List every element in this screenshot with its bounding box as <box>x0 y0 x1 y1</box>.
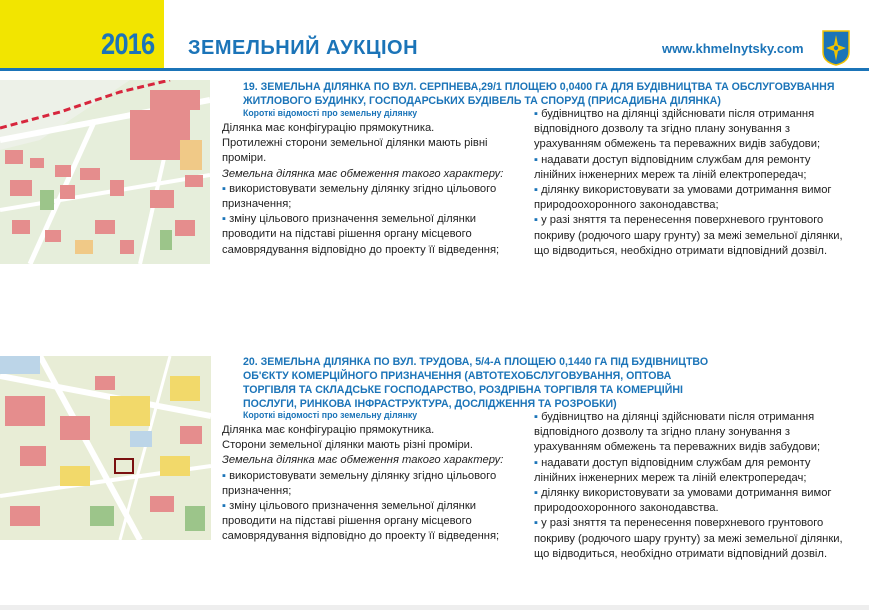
lot-19-condition-item: ▪ у разі зняття та перенесення поверхневого грунтового покриву (родючого шару грунту) за межі земельної ділянки, що відводиться, необхідно отримати відповідний дозвіл. <box>534 214 843 257</box>
lot-19-restriction-item: ▪ використовувати земельну ділянку згідно цільового призначення; <box>222 182 497 211</box>
page-bottom-border <box>0 605 869 610</box>
lot-20-shape: Ділянка має конфігурацію прямокутника. <box>222 424 435 436</box>
lot-19-condition-item: ▪ ділянку використовувати за умовами дотримання вимог природоохоронного законодавства; <box>534 184 832 212</box>
lot-19-title <box>243 80 834 108</box>
lot-20-map <box>0 356 211 540</box>
lot-19-subheading: Короткі відомості про земельну ділянку <box>243 108 418 119</box>
lot-19-left-column <box>222 121 518 258</box>
site-link[interactable]: www.khmelnytsky.com <box>662 41 804 56</box>
lot-20-condition-item: ▪ ділянку використовувати за умовами дотримання вимог природоохоронного законодавства. <box>534 487 832 515</box>
lot-20-condition-item: ▪ у разі зняття та перенесення поверхневого грунтового покриву (родючого шару грунту) за межі земельної ділянки, що відводиться, необхідно отримати відповідний дозвіл. <box>534 517 843 560</box>
lot-20-title-line: 20. ЗЕМЕЛЬНА ДІЛЯНКА ПО ВУЛ. ТРУДОВА, 5/4-А ПЛОЩЕЮ 0,1440 ГА ПІД БУДІВНИЦТВО <box>243 356 709 368</box>
lot-20-subheading: Короткі відомості про земельну ділянку <box>243 410 418 421</box>
lot-19-condition-item: ▪ будівництво на ділянці здійснювати після отримання відповідного дозволу та згідно плану зонування з урахуванням обмежень та переважних видів забудови; <box>534 108 821 151</box>
header-divider <box>0 68 869 71</box>
lot-20-restriction-item: ▪ використовувати земельну ділянку згідно цільового призначення; <box>222 469 497 497</box>
lot-20-condition-item: ▪ надавати доступ відповідним службам для ремонту лінійних інженерних мереж та ліній електропередач; <box>534 456 811 484</box>
lot-20-title-line: ТОРГІВЛЯ ТА СКЛАДСЬКЕ ГОСПОДАРСТВО, РОЗДРІБНА ТОРГІВЛЯ ТА КОМЕРЦІЙНІ <box>243 384 683 396</box>
lot-19-restriction-item: ▪ зміну цільового призначення земельної ділянки проводити на підставі рішення органу місцевого самоврядування відповідно до проекту її відведення; <box>222 213 500 256</box>
lot-20-title-line: ОБ'ЄКТУ КОМЕРЦІЙНОГО ПРИЗНАЧЕННЯ (АВТОТЕХОБСЛУГОВУВАННЯ, ОПТОВА <box>243 370 672 382</box>
city-emblem-icon <box>822 30 850 66</box>
lot-20-restriction-item: ▪ зміну цільового призначення земельної ділянки проводити на підставі рішення органу місцевого самоврядування відповідно до проекту її відведення; <box>222 500 500 543</box>
lot-19-shape: Ділянка має конфігурацію прямокутника. <box>222 122 435 134</box>
lot-19-condition-item: ▪ надавати доступ відповідним службам для ремонту лінійних інженерних мереж та ліній електропередач; <box>534 153 811 181</box>
page-title: ЗЕМЕЛЬНИЙ АУКЦІОН <box>188 37 419 59</box>
page-header <box>0 0 869 73</box>
lot-20-title <box>243 355 708 411</box>
lot-19-title-line: 19. ЗЕМЕЛЬНА ДІЛЯНКА ПО ВУЛ. СЕРПНЕВА,29/1 ПЛОЩЕЮ 0,0400 ГА ДЛЯ БУДІВНИЦТВА ТА ОБСЛУГОВУВАННЯ <box>243 81 835 93</box>
lot-20-left-column <box>222 423 518 545</box>
lot-20-right-column <box>534 410 844 562</box>
lot-20-condition-item: ▪ будівництво на ділянці здійснювати після отримання відповідного дозволу та згідно плану зонування з урахуванням обмежень та переважних видів забудови; <box>534 411 821 454</box>
lot-19-right-column <box>534 107 844 259</box>
lot-19-map <box>0 80 210 264</box>
lot-20-restriction-heading: Земельна ділянка має обмеження такого характеру: <box>222 454 504 467</box>
lot-19-sides: Протилежні сторони земельної ділянки мають рівні проміри. <box>222 137 488 165</box>
lot-19-title-line: ЖИТЛОВОГО БУДИНКУ, ГОСПОДАРСЬКИХ БУДІВЕЛЬ ТА СПОРУД (ПРИСАДИБНА ДІЛЯНКА) <box>243 95 721 107</box>
lot-20-title-line: ПОСЛУГИ, РИНКОВА ІНФРАСТРУКТУРА, ДОСЛІДЖЕННЯ ТА РОЗРОБКИ) <box>243 398 617 410</box>
lot-20-sides: Сторони земельної ділянки мають різні проміри. <box>222 439 474 452</box>
lot-19-restriction-heading: Земельна ділянка має обмеження такого характеру: <box>222 167 504 180</box>
year-label: 2016 <box>101 28 155 61</box>
